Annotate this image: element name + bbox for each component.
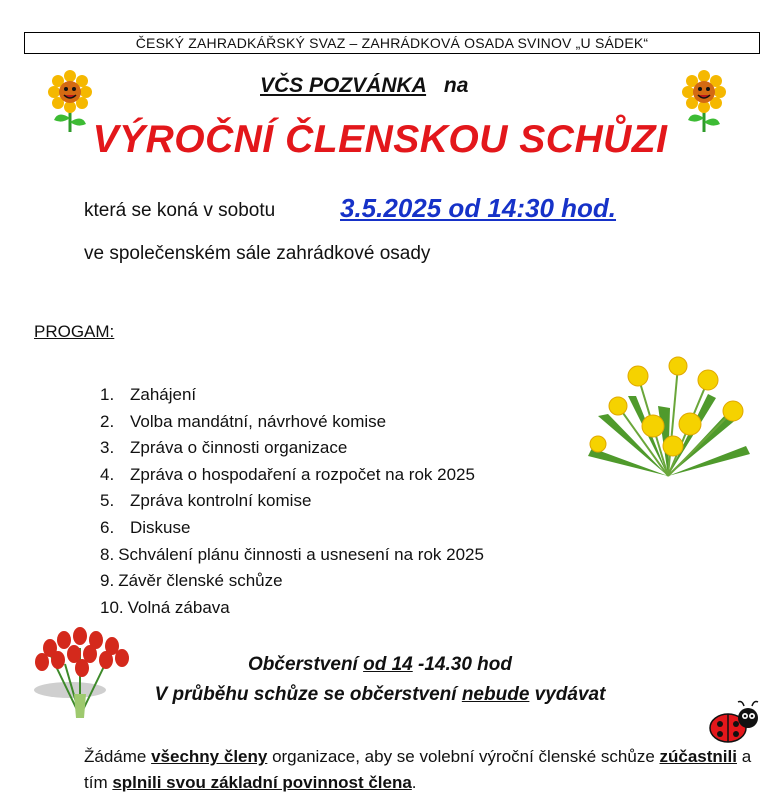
- agenda-item: 2. Volba mandátní, návrhové komise: [100, 411, 387, 431]
- agenda-item: 6. Diskuse: [100, 517, 191, 537]
- agenda-item: 10. Volná zábava: [100, 597, 230, 617]
- meeting-title: VÝROČNÍ ČLENSKOU SCHŮZI: [92, 118, 668, 161]
- no-refreshment-note: V průběhu schůze se občerstvení nebude vydávat: [154, 684, 606, 705]
- program-label: PROGAM:: [34, 322, 115, 341]
- agenda-item: 5. Zpráva kontrolní komise: [100, 491, 312, 511]
- attendance-appeal: Žádáme všechny členy organizace, aby se volební výroční členské schůze zúčastnili a tím splnili svou základní povinnost člena.: [84, 747, 752, 792]
- invitation-na: na: [443, 74, 469, 97]
- venue-text: ve společenském sále zahrádkové osady: [84, 243, 431, 264]
- held-on-text: která se koná v sobotu: [84, 200, 276, 221]
- agenda-item: 3. Zpráva o činnosti organizace: [100, 438, 348, 458]
- ladybug-icon: [706, 700, 762, 744]
- date-time: 3.5.2025 od 14:30 hod.: [340, 193, 617, 223]
- organization-header: ČESKÝ ZAHRADKÁŘSKÝ SVAZ – ZAHRÁDKOVÁ OSADA SVINOV „U SÁDEK“: [24, 32, 760, 54]
- invitation-heading: [260, 74, 468, 98]
- agenda-item: 9. Závěr členské schůze: [100, 571, 283, 591]
- agenda-list: [100, 382, 484, 621]
- refreshment-time: Občerstvení od 14 -14.30 hod: [248, 654, 512, 675]
- agenda-item: 4. Zpráva o hospodaření a rozpočet na rok 2025: [100, 464, 475, 484]
- agenda-item: 8. Schválení plánu činnosti a usnesení na rok 2025: [100, 544, 484, 564]
- dandelion-image: [578, 356, 758, 482]
- agenda-item: 1. Zahájení: [100, 385, 197, 404]
- invitation-label: VČS POZVÁNKA: [260, 74, 427, 97]
